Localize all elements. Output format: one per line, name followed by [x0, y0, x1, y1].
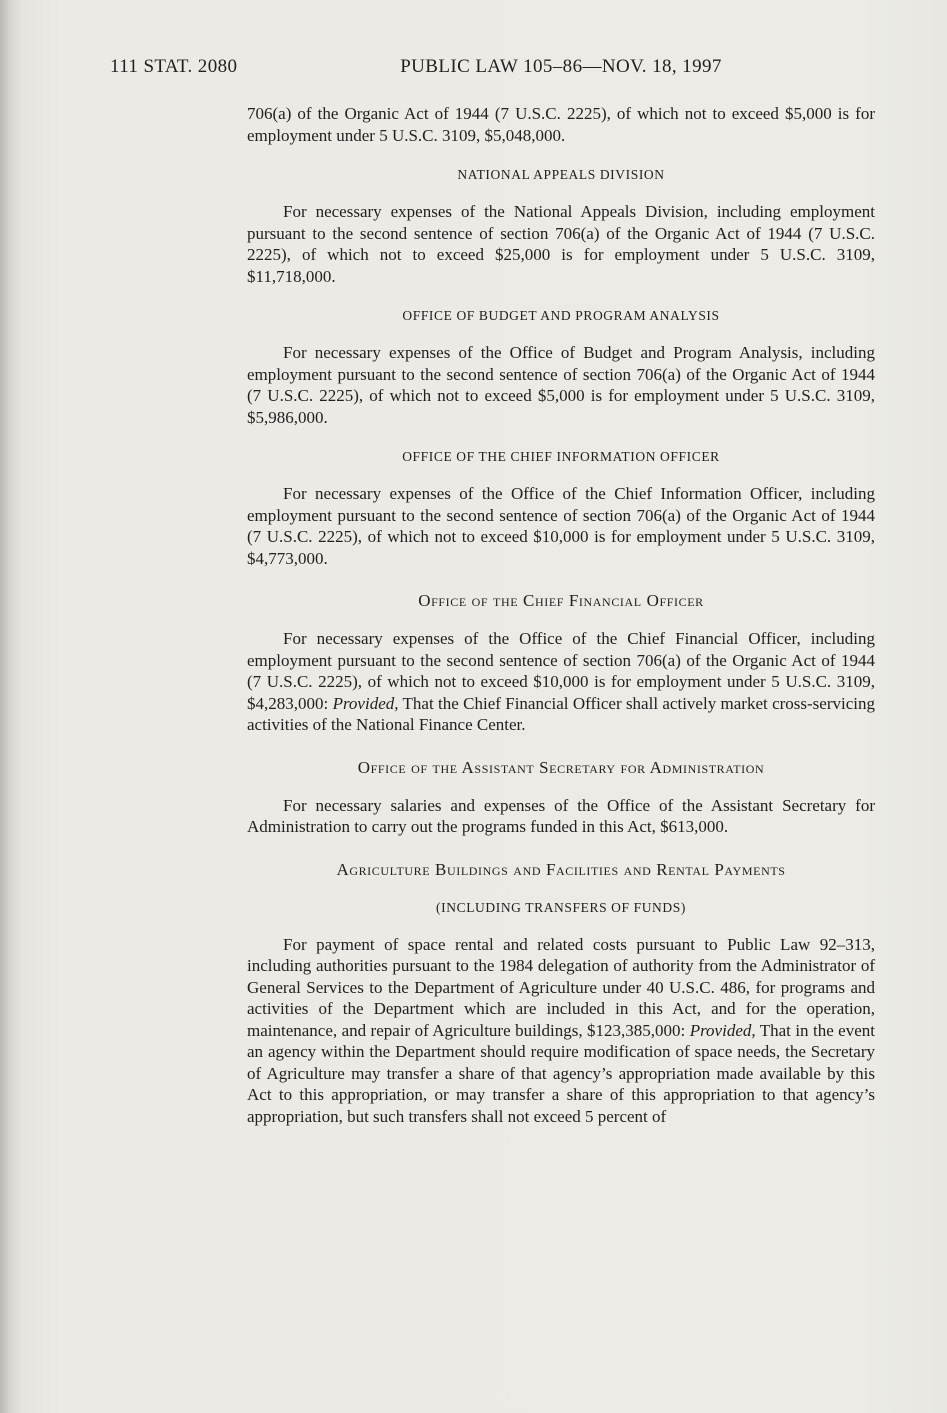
- paragraph-text: That the Chief Financial Officer shall actively market cross-servicing activities of the National Finance Center.: [247, 693, 875, 734]
- heading-agriculture-buildings-facilities: Agriculture Buildings and Facilities and Rental Payments: [336, 859, 786, 879]
- paragraph-office-chief-information-officer: For necessary expenses of the Office of the Chief Information Officer, including employment pursuant to the second sentence of section 706(a) of the Organic Act of 1944 (7 U.S.C. 2225), of which not to exceed $10,000 is for employment under 5 U.S.C. 3109, $4,773,000.: [247, 484, 875, 568]
- paragraph-text: That in the event an agency within the Department should require modification of space needs, the Secretary of Agriculture may transfer a share of that agency’s appropriation made available by this Act to this appropriation, or may transfer a share of this appropriation to that agency’s appropriation, but such transfers shall not exceed 5 percent of: [247, 1020, 875, 1126]
- heading-office-budget-program-analysis: OFFICE OF BUDGET AND PROGRAM ANALYSIS: [402, 308, 720, 323]
- heading-including-transfers-of-funds: (INCLUDING TRANSFERS OF FUNDS): [436, 899, 686, 915]
- paragraph-office-chief-financial-officer: [247, 628, 875, 736]
- paragraph-text: For necessary expenses of the Office of the Chief Financial Officer, including employment pursuant to the second sentence of section 706(a) of the Organic Act of 1944 (7 U.S.C. 2225), of which not to exceed $10,000 is for employment under 5 U.S.C. 3109, $4,283,000:: [247, 629, 875, 713]
- paragraph-office-budget-program-analysis: For necessary expenses of the Office of Budget and Program Analysis, including employment pursuant to the second sentence of section 706(a) of the Organic Act of 1944 (7 U.S.C. 2225), of which not to exceed $5,000 is for employment under 5 U.S.C. 3109, $5,986,000.: [247, 343, 875, 427]
- paragraph-agriculture-buildings-facilities: [247, 934, 875, 1128]
- heading-office-assistant-secretary-administration: Office of the Assistant Secretary for Administration: [357, 757, 765, 777]
- paragraph-national-appeals-division: For necessary expenses of the National Appeals Division, including employment pursuant to the second sentence of section 706(a) of the Organic Act of 1944 (7 U.S.C. 2225), of which not to exceed $25,000 is for employment under 5 U.S.C. 3109, $11,718,000.: [247, 202, 875, 286]
- paragraph-continuation: 706(a) of the Organic Act of 1944 (7 U.S.C. 2225), of which not to exceed $5,000 is for employment under 5 U.S.C. 3109, $5,048,000.: [247, 104, 875, 145]
- paragraph-office-assistant-secretary-administration: For necessary salaries and expenses of the Office of the Assistant Secretary for Administration to carry out the programs funded in this Act, $613,000.: [247, 795, 875, 836]
- provided-clause: Provided,: [332, 693, 399, 713]
- heading-national-appeals-division: NATIONAL APPEALS DIVISION: [457, 167, 665, 182]
- law-running-title: PUBLIC LAW 105–86—NOV. 18, 1997: [400, 56, 722, 77]
- heading-office-chief-information-officer: OFFICE OF THE CHIEF INFORMATION OFFICER: [402, 449, 720, 464]
- heading-office-chief-financial-officer: Office of the Chief Financial Officer: [418, 591, 704, 610]
- stat-page-number: 111 STAT. 2080: [110, 56, 238, 77]
- page-header: [0, 56, 947, 82]
- paragraph-text: For payment of space rental and related costs pursuant to Public Law 92–313, including authorities pursuant to the 1984 delegation of authority from the Administrator of General Services to the Department of Agriculture under 40 U.S.C. 486, for programs and activities of the Department which are included in this Act, and for the operation, maintenance, and repair of Agriculture buildings, $123,385,000:: [247, 934, 875, 1040]
- provided-clause: Provided,: [689, 1020, 756, 1040]
- statute-text-column: [247, 103, 875, 1127]
